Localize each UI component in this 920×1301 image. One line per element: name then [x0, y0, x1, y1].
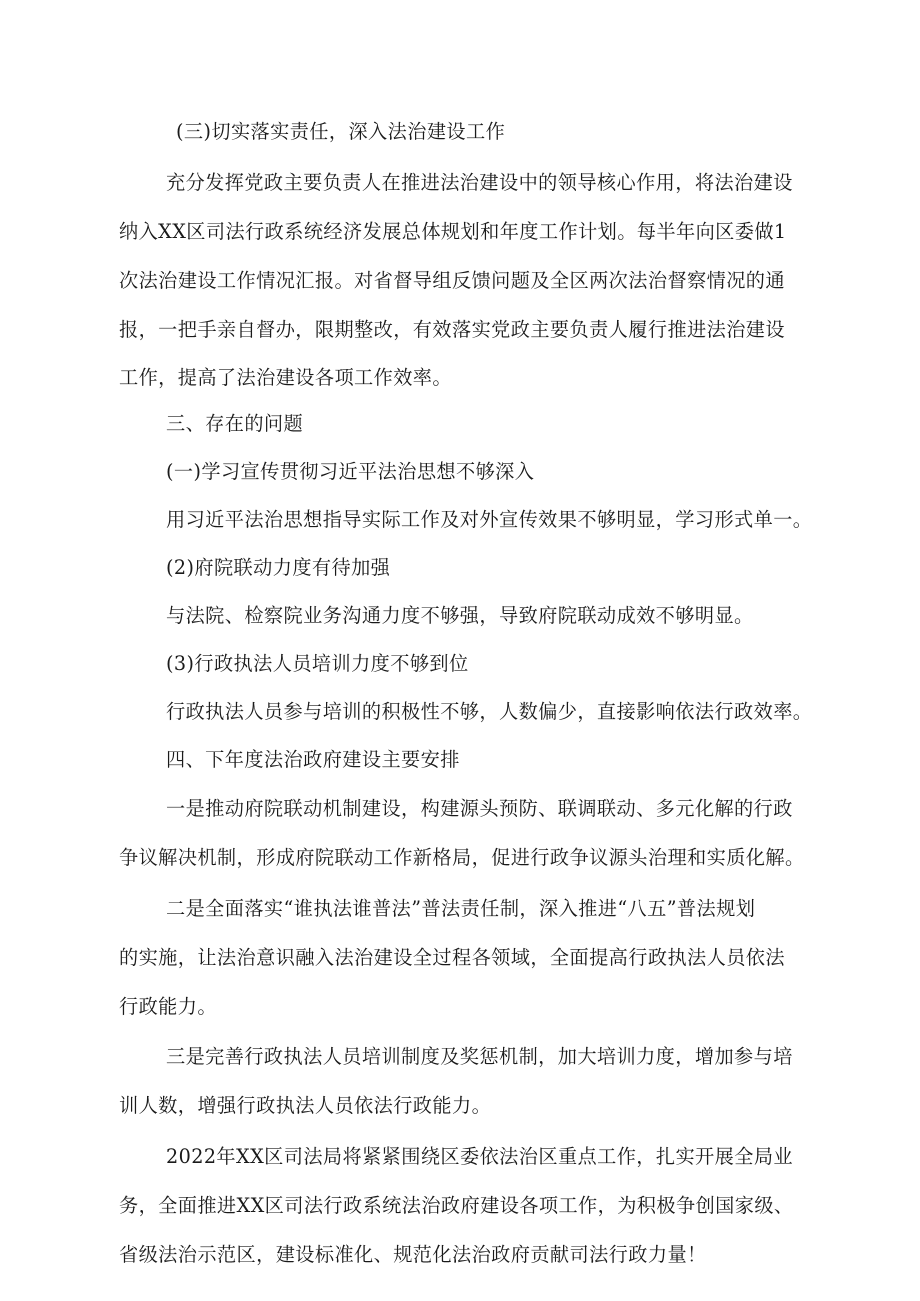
section-heading: 三、存在的问题	[166, 412, 304, 435]
paragraph-line: 训人数，增强行政执法人员依法行政能力。	[119, 1094, 492, 1117]
paragraph-line: 务，全面推进XX区司法行政系统法治政府建设各项工作，为积极争创国家级、	[119, 1194, 794, 1217]
paragraph-line: 二是全面落实“谁执法谁普法”普法责任制，深入推进“八五”普法规划	[166, 897, 756, 920]
paragraph-line: 工作，提高了法治建设各项工作效率。	[119, 366, 452, 389]
section-heading: 四、下年度法治政府建设主要安排	[166, 748, 460, 771]
subsection-heading: (2)府院联动力度有待加强	[166, 556, 391, 579]
paragraph-line: 充分发挥党政主要负责人在推进法治建设中的领导核心作用，将法治建设	[166, 171, 793, 194]
paragraph-line: 争议解决机制，形成府院联动工作新格局，促进行政争议源头治理和实质化解。	[119, 846, 805, 869]
paragraph-line: 纳入XX区司法行政系统经济发展总体规划和年度工作计划。每半年向区委做1	[119, 220, 787, 243]
paragraph-line: 省级法治示范区，建设标准化、规范化法治政府贡献司法行政力量！	[119, 1243, 707, 1266]
paragraph-line: 报，一把手亲自督办，限期整改，有效落实党政主要负责人履行推进法治建设	[119, 318, 785, 341]
paragraph-line: 2022年XX区司法局将紧紧围绕区委依法治区重点工作，扎实开展全局业	[166, 1145, 793, 1168]
paragraph-line: 三是完善行政执法人员培训制度及奖惩机制，加大培训力度，增加参与培	[166, 1045, 793, 1068]
paragraph-line: 的实施，让法治意识融入法治建设全过程各领域，全面提高行政执法人员依法	[119, 946, 785, 969]
subsection-heading: (3)行政执法人员培训力度不够到位	[166, 652, 469, 675]
paragraph-line: 行政执法人员参与培训的积极性不够，人数偏少，直接影响依法行政效率。	[166, 700, 813, 723]
paragraph-line: 与法院、检察院业务沟通力度不够强，导致府院联动成效不够明显。	[166, 604, 754, 627]
paragraph-line: 用习近平法治思想指导实际工作及对外宣传效果不够明显，学习形式单一。	[166, 508, 813, 531]
section-heading: (三)切实落实责任，深入法治建设工作	[176, 120, 506, 143]
paragraph-line: 一是推动府院联动机制建设，构建源头预防、联调联动、多元化解的行政	[166, 797, 793, 820]
subsection-heading: (一)学习宣传贯彻习近平法治思想不够深入	[166, 460, 535, 483]
paragraph-line: 行政能力。	[119, 995, 217, 1018]
paragraph-line: 次法治建设工作情况汇报。对省督导组反馈问题及全区两次法治督察情况的通	[119, 269, 785, 292]
